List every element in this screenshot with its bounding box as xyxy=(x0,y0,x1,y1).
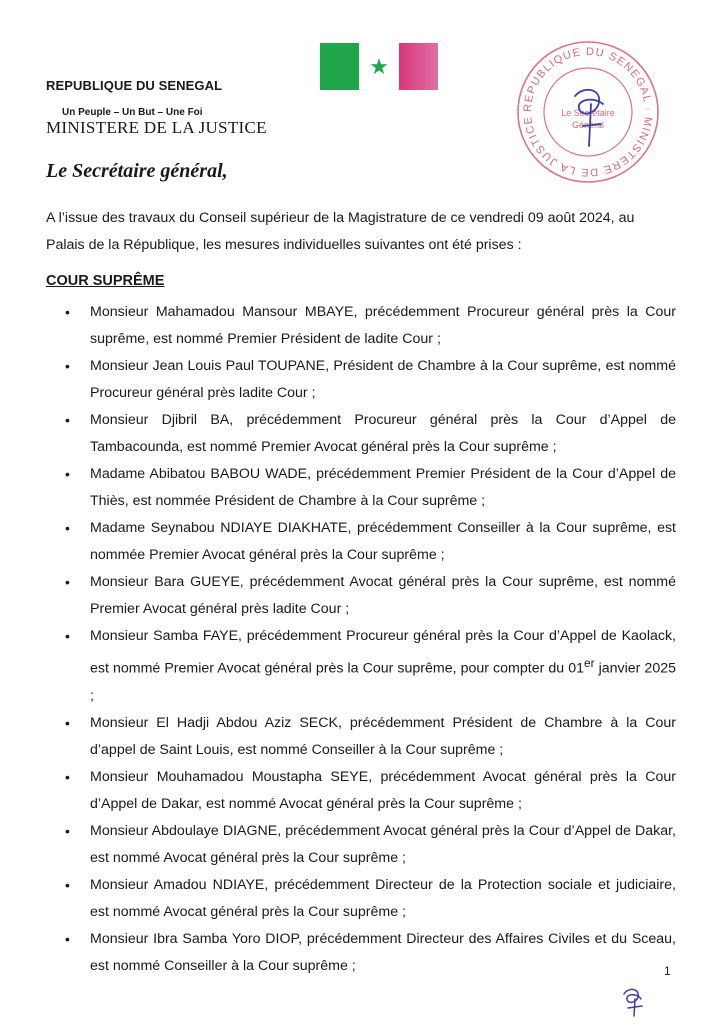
stamp-outer-text: REPUBLIQUE DU SENEGAL · MINISTERE DE LA JUSTICE xyxy=(521,45,655,179)
bullet-icon: • xyxy=(65,520,70,536)
republic-name: REPUBLIQUE DU SENEGAL xyxy=(46,78,223,93)
list-item xyxy=(46,353,676,407)
list-item xyxy=(46,764,676,818)
bullet-icon: • xyxy=(65,768,70,785)
bullet-icon: • xyxy=(65,412,70,428)
bullet-icon: • xyxy=(65,930,70,947)
list-item xyxy=(46,710,676,764)
list-item-text: Madame Abibatou BABOU WADE, précédemment Premier Président de la Cour d’Appel de Thiès, est nommée Président de Chambre à la Cour suprême ; xyxy=(90,466,676,509)
list-item-text: Monsieur Amadou NDIAYE, précédemment Directeur de la Protection sociale et judiciaire, est nommé Avocat général près la Cour suprême ; xyxy=(90,876,676,920)
intro-paragraph: A l’issue des travaux du Conseil supérieur de la Magistrature de ce vendredi 09 août 2024, au Palais de la République, les mesures individuelles suivantes ont été prises : xyxy=(46,210,635,253)
bullet-icon: • xyxy=(65,628,70,644)
list-item xyxy=(46,623,676,710)
list-item-text: Monsieur Abdoulaye DIAGNE, précédemment Avocat général près la Cour d’Appel de Dakar, est nommé Avocat général près la Cour suprême ; xyxy=(90,822,676,866)
list-item-text: Monsieur Ibra Samba Yoro DIOP, précédemment Directeur des Affaires Civiles et du Sceau, est nommé Conseiller à la Cour suprême ; xyxy=(90,930,676,974)
bullet-icon: • xyxy=(65,304,70,320)
list-item xyxy=(46,818,676,872)
section-title: COUR SUPRÊME xyxy=(46,273,165,289)
senegal-flag xyxy=(320,43,438,90)
list-item-text: Monsieur Djibril BA, précédemment Procureur général près la Cour d’Appel de Tambacounda, est nommé Premier Avocat général près la Cour suprême ; xyxy=(90,412,676,455)
superscript: er xyxy=(583,656,595,670)
list-item-text: Monsieur Mouhamadou Moustapha SEYE, précédemment Avocat général près la Cour d’Appel de Dakar, est nommé Avocat général près la Cour suprême ; xyxy=(90,768,676,812)
list-item-text: Monsieur El Hadji Abdou Aziz SECK, précédemment Président de Chambre à la Cour d’appel de Saint Louis, est nommé Conseiller à la Cour suprême ; xyxy=(90,714,676,758)
list-item-text: Monsieur Samba FAYE, précédemment Procureur général près la Cour d’Appel de Kaolack, est nommé Premier Avocat général près la Cour suprême, pour compter du 01 xyxy=(90,628,676,677)
page-number: 1 xyxy=(664,964,671,978)
list-item-text-end: janvier 2025 ; xyxy=(90,660,676,704)
stamp-inner-line-1: Le Secrétaire xyxy=(561,108,615,118)
bullet-icon: • xyxy=(65,466,70,482)
bullet-icon: • xyxy=(65,714,70,731)
flag-red-band xyxy=(399,43,438,90)
flag-center-band xyxy=(359,43,398,90)
list-item xyxy=(46,515,676,569)
letterhead xyxy=(46,78,267,138)
bullet-icon: • xyxy=(65,358,70,374)
list-item xyxy=(46,569,676,623)
initials-signature xyxy=(618,984,648,1018)
list-item xyxy=(46,872,676,926)
national-motto: Un Peuple – Un But – Une Foi xyxy=(62,107,203,118)
star-icon: ★ xyxy=(369,53,389,79)
list-item xyxy=(46,926,676,980)
official-stamp xyxy=(513,34,663,189)
bullet-icon: • xyxy=(65,822,70,839)
list-item-text: Monsieur Mahamadou Mansour MBAYE, précédemment Procureur général près la Cour suprême, est nommé Premier Président de ladite Cour ; xyxy=(90,304,676,347)
list-item-text: Monsieur Bara GUEYE, précédemment Avocat général près la Cour suprême, est nommé Premier Avocat général près ladite Cour ; xyxy=(90,574,676,617)
stamp-inner-line-2: Général xyxy=(571,120,605,130)
flag-green-band xyxy=(320,43,359,90)
bullet-icon: • xyxy=(65,574,70,590)
ministry-name: MINISTERE DE LA JUSTICE xyxy=(46,118,267,137)
bullet-icon: • xyxy=(65,876,70,893)
list-item xyxy=(46,407,676,461)
list-item-text: Monsieur Jean Louis Paul TOUPANE, Président de Chambre à la Cour suprême, est nommé Procureur général près ladite Cour ; xyxy=(90,358,676,401)
list-item-text: Madame Seynabou NDIAYE DIAKHATE, précédemment Conseiller à la Cour suprême, est nommée Premier Avocat général près la Cour suprême ; xyxy=(90,520,676,563)
list-item xyxy=(46,299,676,353)
appointments-list xyxy=(46,299,676,980)
list-item xyxy=(46,461,676,515)
secretary-title: Le Secrétaire général, xyxy=(46,160,228,182)
